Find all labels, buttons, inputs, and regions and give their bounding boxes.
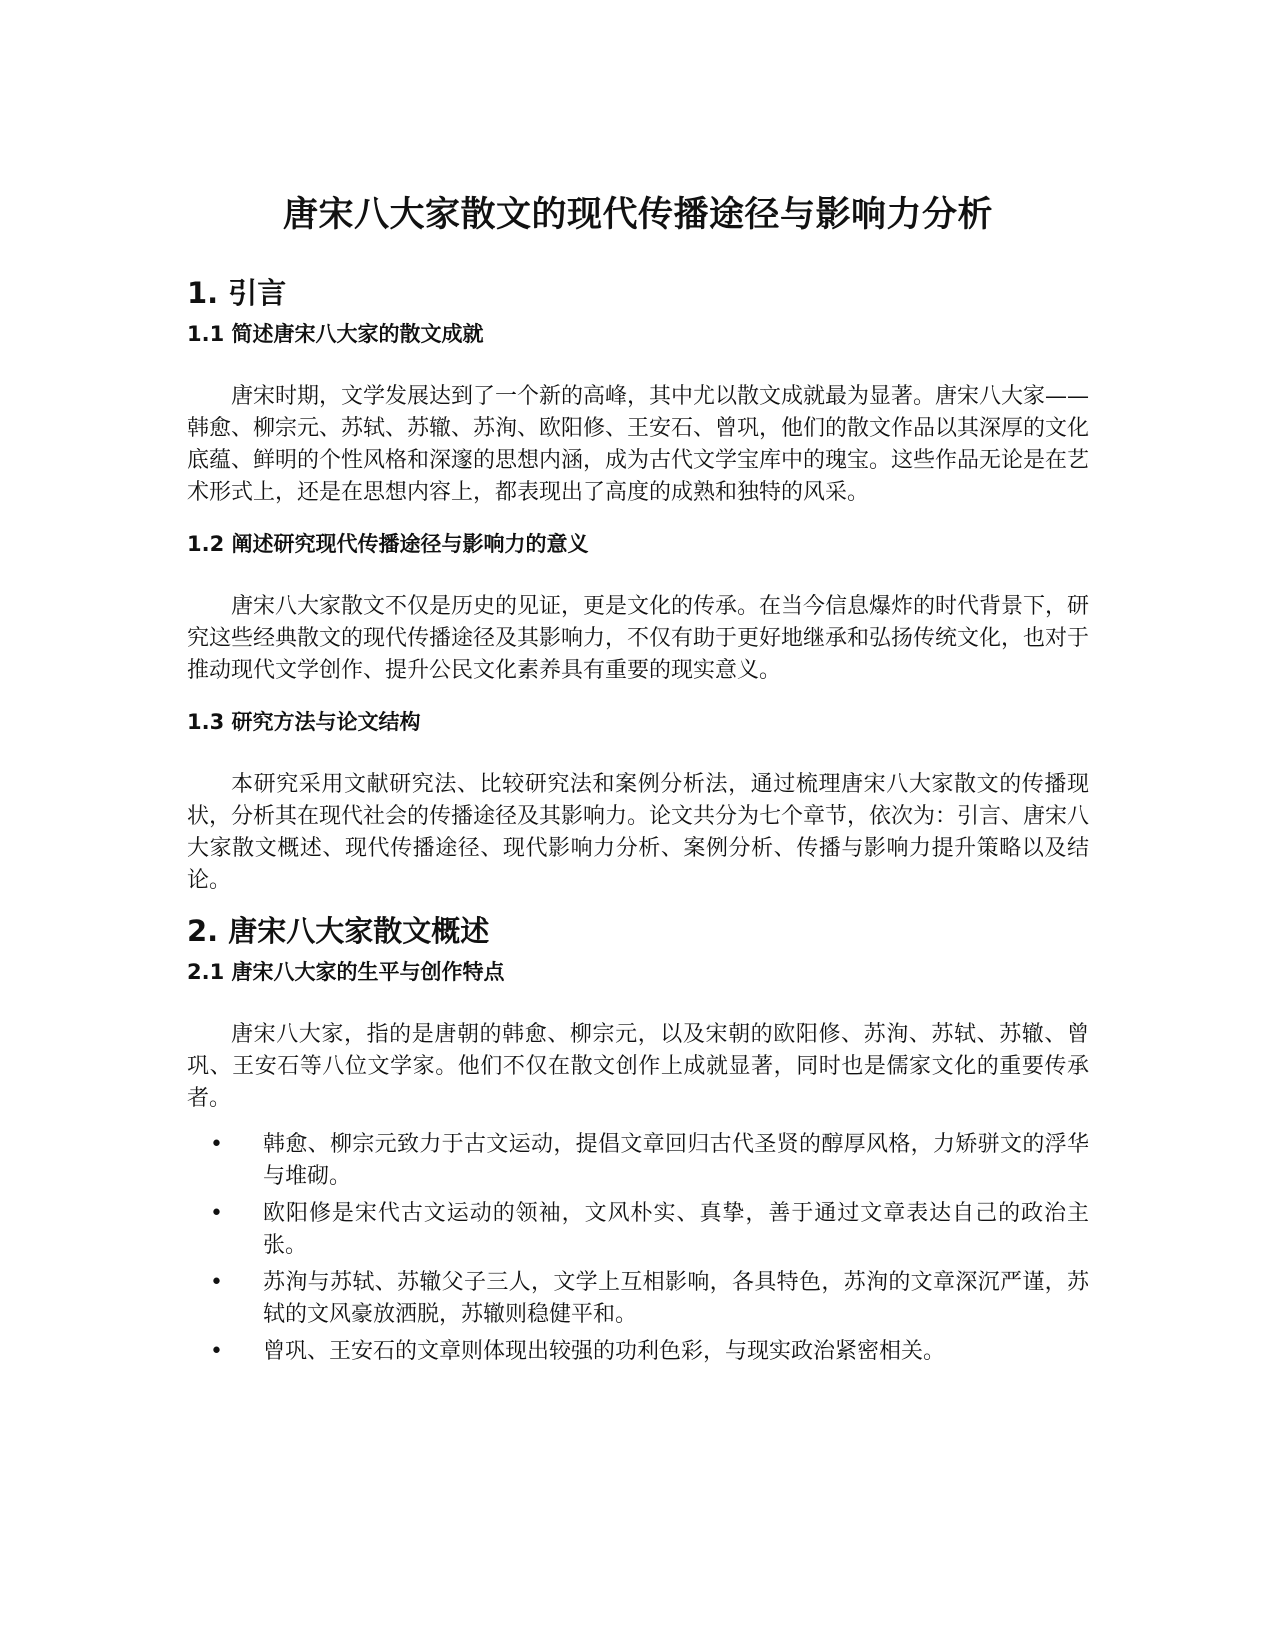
section-heading-overview: 2. 唐宋八大家散文概述 — [187, 914, 490, 948]
bullet-list — [187, 1129, 1089, 1368]
bullet-icon: • — [210, 1339, 223, 1364]
bullet-icon: • — [210, 1132, 223, 1157]
list-item-text: 曾巩、王安石的文章则体现出较强的功利色彩，与现实政治紧密相关。 — [263, 1339, 946, 1364]
subsection-heading-1-3: 1.3 研究方法与论文结构 — [187, 710, 421, 734]
paragraph-1-1: 唐宋时期，文学发展达到了一个新的高峰，其中尤以散文成就最为显著。唐宋八大家——韩愈、柳宗元、苏轼、苏辙、苏洵、欧阳修、王安石、曾巩，他们的散文作品以其深厚的文化底蕴、鲜明的个性风格和深邃的思想内涵，成为古代文学宝库中的瑰宝。这些作品无论是在艺术形式上，还是在思想内容上，都表现出了高度的成熟和独特的风采。 — [187, 384, 1090, 505]
list-item — [187, 1267, 1089, 1331]
bullet-icon: • — [210, 1201, 223, 1226]
list-item-text: 韩愈、柳宗元致力于古文运动，提倡文章回归古代圣贤的醇厚风格，力矫骈文的浮华与堆砌。 — [263, 1132, 1089, 1189]
section-heading-introduction: 1. 引言 — [187, 276, 287, 310]
subsection-heading-1-1: 1.1 简述唐宋八大家的散文成就 — [187, 322, 484, 346]
paragraph-1-3: 本研究采用文献研究法、比较研究法和案例分析法，通过梳理唐宋八大家散文的传播现状，分析其在现代社会的传播途径及其影响力。论文共分为七个章节，依次为：引言、唐宋八大家散文概述、现代传播途径、现代影响力分析、案例分析、传播与影响力提升策略以及结论。 — [187, 772, 1090, 893]
document-title: 唐宋八大家散文的现代传播途径与影响力分析 — [282, 195, 993, 235]
list-item-text: 欧阳修是宋代古文运动的领袖，文风朴实、真挚，善于通过文章表达自己的政治主张。 — [263, 1201, 1089, 1258]
subsection-heading-1-2: 1.2 阐述研究现代传播途径与影响力的意义 — [187, 532, 589, 556]
subsection-heading-2-1: 2.1 唐宋八大家的生平与创作特点 — [187, 960, 505, 984]
document-body — [187, 185, 1089, 1373]
list-item — [187, 1198, 1089, 1262]
list-item-text: 苏洵与苏轼、苏辙父子三人，文学上互相影响，各具特色，苏洵的文章深沉严谨，苏轼的文风豪放洒脱，苏辙则稳健平和。 — [263, 1270, 1089, 1327]
paragraph-2-1: 唐宋八大家，指的是唐朝的韩愈、柳宗元，以及宋朝的欧阳修、苏洵、苏轼、苏辙、曾巩、王安石等八位文学家。他们不仅在散文创作上成就显著，同时也是儒家文化的重要传承者。 — [187, 1022, 1089, 1111]
list-item — [187, 1336, 1089, 1368]
list-item — [187, 1129, 1089, 1193]
paragraph-1-2: 唐宋八大家散文不仅是历史的见证，更是文化的传承。在当今信息爆炸的时代背景下，研究这些经典散文的现代传播途径及其影响力，不仅有助于更好地继承和弘扬传统文化，也对于推动现代文学创作、提升公民文化素养具有重要的现实意义。 — [187, 594, 1090, 683]
bullet-icon: • — [210, 1270, 223, 1295]
